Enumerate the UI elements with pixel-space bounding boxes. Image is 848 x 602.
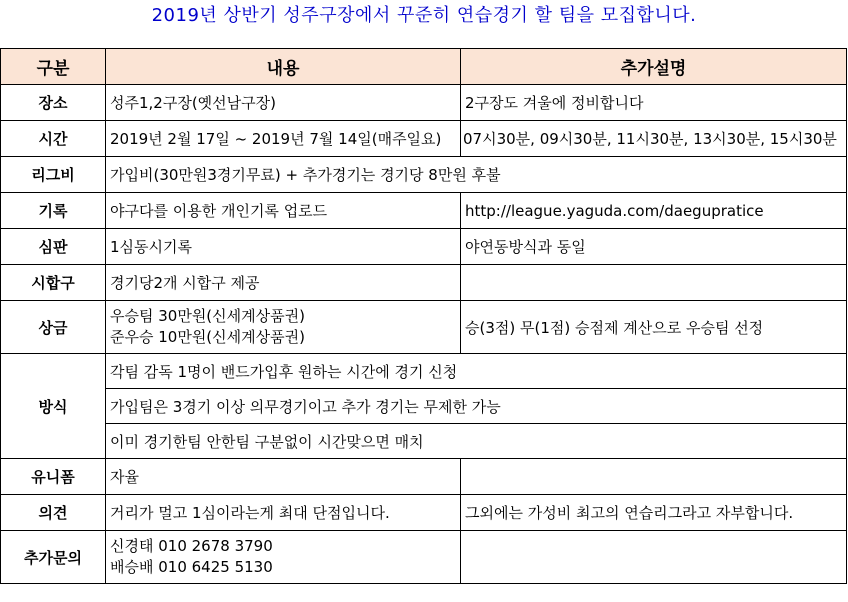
row-category: 유니폼 — [1, 459, 106, 495]
row-category: 시간 — [1, 121, 106, 157]
row-category: 시합구 — [1, 265, 106, 301]
header-extra: 추가설명 — [461, 49, 847, 85]
row-category: 리그비 — [1, 157, 106, 193]
contact-line: 배승배 010 6425 5130 — [110, 558, 273, 576]
row-category: 심판 — [1, 229, 106, 265]
table-row — [1, 495, 847, 531]
table-row — [1, 157, 847, 193]
header-category: 구분 — [1, 49, 106, 85]
table-row — [1, 354, 847, 389]
contact-line: 신경태 010 2678 3790 — [110, 537, 273, 555]
table-row — [1, 531, 847, 584]
row-extra-link: http://league.yaguda.com/daegupratice — [461, 193, 847, 229]
row-content: 2019년 2월 17일 ~ 2019년 7월 14일(매주일요) — [106, 121, 461, 157]
table-row — [1, 229, 847, 265]
row-content: 1심동시기록 — [106, 229, 461, 265]
table-row — [1, 85, 847, 121]
prize-line: 준우승 10만원(신세계상품권) — [110, 328, 305, 346]
row-content: 성주1,2구장(옛선남구장) — [106, 85, 461, 121]
table-row — [1, 193, 847, 229]
row-extra — [461, 459, 847, 495]
table-row — [1, 459, 847, 495]
header-row — [1, 49, 847, 85]
row-extra: 승(3점) 무(1점) 승점제 계산으로 우승팀 선정 — [461, 301, 847, 354]
table-row — [1, 389, 847, 424]
row-content — [106, 531, 461, 584]
table-row — [1, 301, 847, 354]
prize-line: 우승팀 30만원(신세계상품권) — [110, 307, 305, 325]
row-content: 자율 — [106, 459, 461, 495]
row-content: 야구다를 이용한 개인기록 업로드 — [106, 193, 461, 229]
row-category: 방식 — [1, 354, 106, 459]
row-extra: 07시30분, 09시30분, 11시30분, 13시30분, 15시30분 — [461, 121, 847, 157]
table-row — [1, 424, 847, 459]
recruit-table — [0, 48, 847, 584]
header-content: 내용 — [106, 49, 461, 85]
row-category: 장소 — [1, 85, 106, 121]
row-content: 거리가 멀고 1심이라는게 최대 단점입니다. — [106, 495, 461, 531]
page-title: 2019년 상반기 성주구장에서 꾸준히 연습경기 할 팀을 모집합니다. — [151, 5, 697, 26]
row-content: 가입비(30만원3경기무료) + 추가경기는 경기당 8만원 후불 — [106, 157, 847, 193]
row-content — [106, 301, 461, 354]
row-extra: 2구장도 겨울에 정비합니다 — [461, 85, 847, 121]
table-row — [1, 121, 847, 157]
method-line: 이미 경기한팀 안한팀 구분없이 시간맞으면 매치 — [106, 424, 847, 459]
row-extra: 그외에는 가성비 최고의 연습리그라고 자부합니다. — [461, 495, 847, 531]
row-category: 추가문의 — [1, 531, 106, 584]
row-category: 의견 — [1, 495, 106, 531]
row-extra — [461, 531, 847, 584]
row-extra: 야연동방식과 동일 — [461, 229, 847, 265]
method-line: 각팀 감독 1명이 밴드가입후 원하는 시간에 경기 신청 — [106, 354, 847, 389]
row-content: 경기당2개 시합구 제공 — [106, 265, 461, 301]
method-line: 가입팀은 3경기 이상 의무경기이고 추가 경기는 무제한 가능 — [106, 389, 847, 424]
row-category: 기록 — [1, 193, 106, 229]
table-row — [1, 265, 847, 301]
row-category: 상금 — [1, 301, 106, 354]
row-extra — [461, 265, 847, 301]
